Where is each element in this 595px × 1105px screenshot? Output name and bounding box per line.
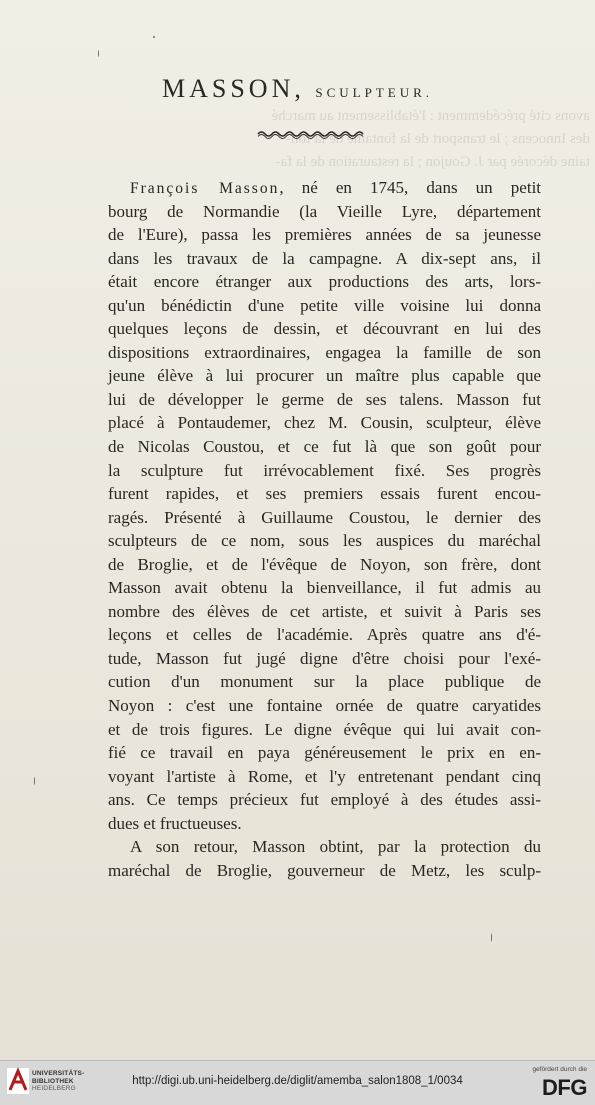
text-line: de Nicolas Coustou, et ce fut là que son goût pour — [108, 437, 541, 457]
text-line: et de trois figures. Le digne évêque qui lui avait con- — [108, 719, 541, 739]
paper-speck — [34, 777, 35, 785]
text-line: Masson avait obtenu la bienveillance, il fut admis au — [108, 578, 541, 598]
text-line: était encore étranger aux productions des arts, lors- — [108, 272, 541, 292]
text-line: A son retour, Masson obtint, par la protection du — [130, 837, 541, 857]
text-line: de l'Eure), passa les premières années de sa jeunesse — [108, 225, 541, 245]
text-line: furent rapides, et ses premiers essais furent encou- — [108, 484, 541, 504]
text-line: dues et fructueuses. — [108, 813, 242, 833]
text-line: lui de développer le germe de ses talens. Masson fut — [108, 389, 541, 409]
paper-speck — [153, 36, 155, 38]
library-line: BIBLIOTHEK — [32, 1077, 74, 1085]
text-line: bourg de Normandie (la Vieille Lyre, département — [108, 201, 541, 221]
text-line: sculpteurs de ce nom, sous les auspices du maréchal — [108, 531, 541, 551]
text-line: ragés. Présenté à Guillaume Coustou, le dernier des — [108, 507, 541, 527]
text-line: jeune élève à lui procurer un maître plus capable que — [108, 366, 541, 386]
paper-speck — [491, 933, 492, 942]
footer-bar — [0, 1060, 595, 1105]
text-line: tude, Masson fut jugé digne d'être choisi pour l'exé- — [108, 648, 541, 668]
author-name: François Masson — [130, 180, 280, 197]
text-line: ans. Ce temps précieux fut employé à des études assi- — [108, 790, 541, 810]
permalink-url[interactable]: http://digi.ub.uni-heidelberg.de/diglit/amemba_salon1808_1/0034 — [132, 1075, 463, 1087]
text-line: nombre des élèves de cet artiste, et suivit à Paris ses — [108, 601, 541, 621]
text-line: dispositions extraordinaires, engagea la famille de son — [108, 342, 541, 362]
title-sub: SCULPTEUR. — [315, 85, 434, 100]
text-line: qu'un bénédictin d'une petite ville voisine lui donna — [108, 295, 541, 315]
paper-speck — [98, 50, 99, 57]
text-line: maréchal de Broglie, gouverneur de Metz, les sculp- — [108, 860, 541, 880]
text-line: dans les travaux de la campagne. A dix-sept ans, il — [108, 248, 541, 268]
wavy-rule-ornament — [256, 130, 368, 140]
text-line: Noyon : c'est une fontaine ornée de quatre caryatides — [108, 696, 541, 716]
dfg-logo: DFG — [542, 1075, 587, 1100]
bleed-line: taine décorée par J. Goujon ; la restauration de la fa- — [275, 154, 590, 170]
bleed-line: des Innocens ; le transport de la fontaine de la fon- — [285, 131, 590, 147]
text-line: voyant l'artiste à Rome, et l'y entretenant pendant cinq — [108, 766, 541, 786]
body-text — [108, 176, 541, 882]
text-line: de Broglie, et de l'évêque de Noyon, son frère, dont — [108, 554, 541, 574]
text-line: placé à Pontaudemer, chez M. Cousin, sculpteur, élève — [108, 413, 541, 433]
funder-caption: gefördert durch die — [532, 1066, 587, 1073]
page-title — [0, 74, 595, 104]
title-main: MASSON, — [161, 74, 305, 103]
text-line: leçons et celles de l'académie. Après quatre ans d'é- — [108, 625, 541, 645]
text-line: fié ce travail en paya généreusement le prix en en- — [108, 743, 541, 763]
text-line: cution d'un monument sur la place publique de — [108, 672, 541, 692]
text-line: François Masson, né en 1745, dans un petit — [130, 178, 542, 197]
text-line: la sculpture fut irrévocablement fixé. Ses progrès — [108, 460, 541, 480]
library-line: UNIVERSITÄTS- — [32, 1070, 85, 1077]
bleed-line: avons cité précédemment : l'établissement au marché — [271, 108, 590, 124]
text-line: quelques leçons de dessin, et découvrant en lui des — [108, 319, 541, 339]
library-line: HEIDELBERG — [32, 1085, 76, 1092]
